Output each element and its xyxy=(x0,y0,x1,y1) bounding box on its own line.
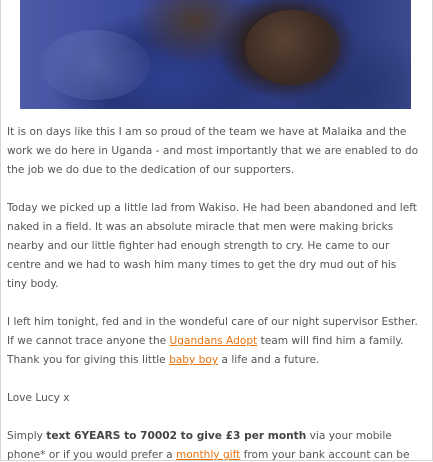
signoff-text: Love Lucy x xyxy=(7,392,70,404)
text-line: naked in a field. It was an absolute miracle that men were making bricks xyxy=(7,221,394,233)
monthly-gift-link[interactable]: monthly gift xyxy=(175,449,241,461)
paragraph-intro xyxy=(7,123,427,180)
text-line xyxy=(7,332,427,351)
text-line: centre and we had to wash him many times to get the dry mud out of his xyxy=(7,259,397,271)
baby-boy-link[interactable]: baby boy xyxy=(169,354,219,366)
paragraph-donate xyxy=(7,427,427,461)
text-line: tiny body. xyxy=(7,278,59,290)
text-fragment: via your mobile xyxy=(306,430,392,442)
text-fragment: team will find him a family. xyxy=(257,335,404,347)
text-line: the job we do due to the dedication of our supporters. xyxy=(7,164,295,176)
text-fragment: from your bank account can be xyxy=(240,449,410,461)
paragraph-care xyxy=(7,313,427,370)
text-line: I left him tonight, fed and in the wondeful care of our night supervisor Esther. xyxy=(7,316,418,328)
text-line: Today we picked up a little lad from Wakiso. He had been abandoned and left xyxy=(7,202,417,214)
text-fragment: Simply xyxy=(7,430,47,442)
text-line xyxy=(7,427,427,446)
text-fragment: Thank you for giving this little xyxy=(7,354,170,366)
text-line: nearby and our little fighter had enough strength to cry. He came to our xyxy=(7,240,390,252)
text-line: It is on days like this I am so proud of the team we have at Malaika and the xyxy=(7,126,407,138)
signoff xyxy=(7,389,427,408)
text-fragment: If we cannot trace anyone the xyxy=(7,335,170,347)
article-body xyxy=(7,123,427,461)
article-photo xyxy=(20,0,411,109)
text-line: work we do here in Uganda - and most importantly that we are enabled to do xyxy=(7,145,419,157)
text-donation-instruction: text 6YEARS to 70002 to give £3 per month xyxy=(46,430,307,442)
ugandans-adopt-link[interactable]: Ugandans Adopt xyxy=(169,335,258,347)
photo-highlight xyxy=(40,30,150,100)
paragraph-story xyxy=(7,199,427,294)
photo-figure xyxy=(245,10,340,85)
text-fragment: a life and a future. xyxy=(218,354,320,366)
text-line xyxy=(7,351,427,370)
text-line xyxy=(7,446,427,461)
text-fragment: phone* or if you would prefer a xyxy=(7,449,176,461)
